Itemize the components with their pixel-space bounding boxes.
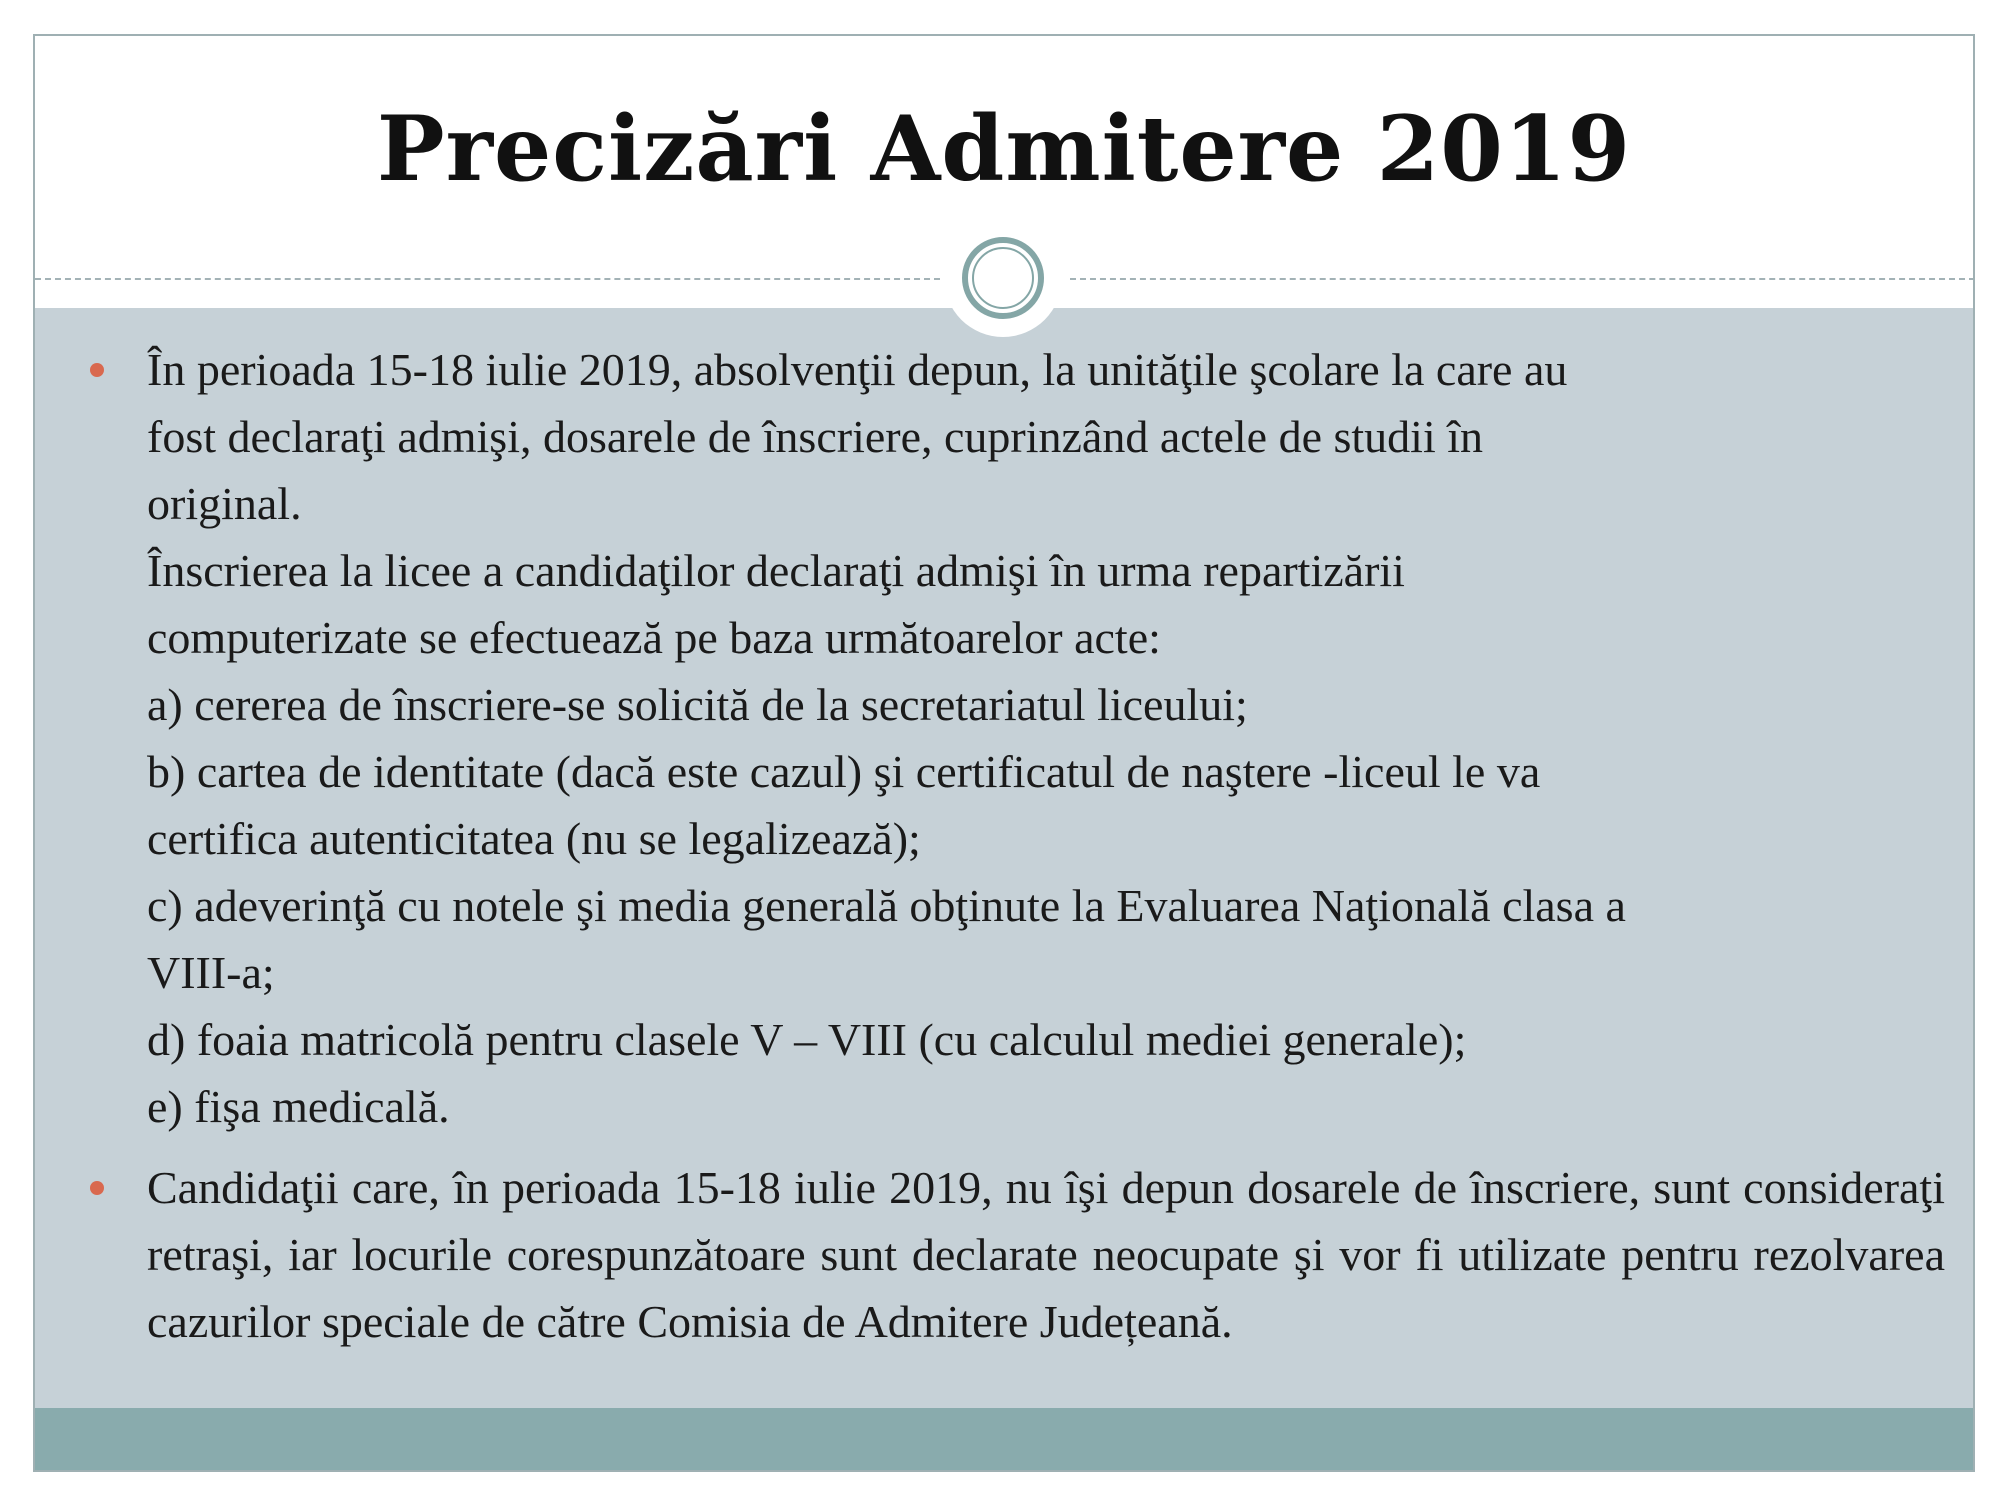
bullet-list xyxy=(35,336,1973,1355)
list-item-d: d) foaia matricolă pentru clasele V – VIII (cu calculul mediei generale); xyxy=(147,1014,1467,1065)
divider-right xyxy=(1070,278,1975,280)
list-item-b: b) cartea de identitate (dacă este cazul) şi certificatul de naştere -liceul le va xyxy=(147,746,1541,797)
withdrawal-paragraph: Candidaţii care, în perioada 15-18 iulie 2019, nu îşi depun dosarele de înscriere, sunt consideraţi retraşi, iar locurile corespunzătoare sunt declarate neocupate şi vor fi utilizate pentru rezolvarea cazurilor speciale de către Comisia de Admitere Județeană. xyxy=(147,1162,1945,1347)
bullet-item-withdrawal xyxy=(35,1154,1973,1355)
text-line: În perioada 15-18 iulie 2019, absolvenţii depun, la unităţile şcolare la care au xyxy=(147,344,1568,395)
text-line: original. xyxy=(147,478,302,529)
divider-left xyxy=(35,278,940,280)
list-item-c: c) adeverinţă cu notele şi media generală obţinute la Evaluarea Naţională clasa a xyxy=(147,880,1626,931)
bullet-dot-icon xyxy=(90,363,104,377)
text-line: Înscrierea la licee a candidaţilor declaraţi admişi în urma repartizării xyxy=(147,545,1405,596)
list-item-e: e) fişa medicală. xyxy=(147,1081,450,1132)
list-item-a: a) cererea de înscriere-se solicită de la secretariatul liceului; xyxy=(147,679,1248,730)
slide xyxy=(33,34,1975,1472)
text-line: computerizate se efectuează pe baza următoarelor acte: xyxy=(147,612,1161,663)
footer-band xyxy=(35,1408,1973,1472)
list-item-b-cont: certifica autenticitatea (nu se legalizează); xyxy=(147,813,921,864)
bullet-item-documents xyxy=(35,336,1973,1140)
text-line: fost declaraţi admişi, dosarele de înscriere, cuprinzând actele de studii în xyxy=(147,411,1484,462)
bullet-dot-icon xyxy=(90,1181,104,1195)
ring-ornament-icon xyxy=(962,237,1044,319)
list-item-c-cont: VIII-a; xyxy=(147,947,275,998)
slide-title: Precizări Admitere 2019 xyxy=(376,96,1632,202)
